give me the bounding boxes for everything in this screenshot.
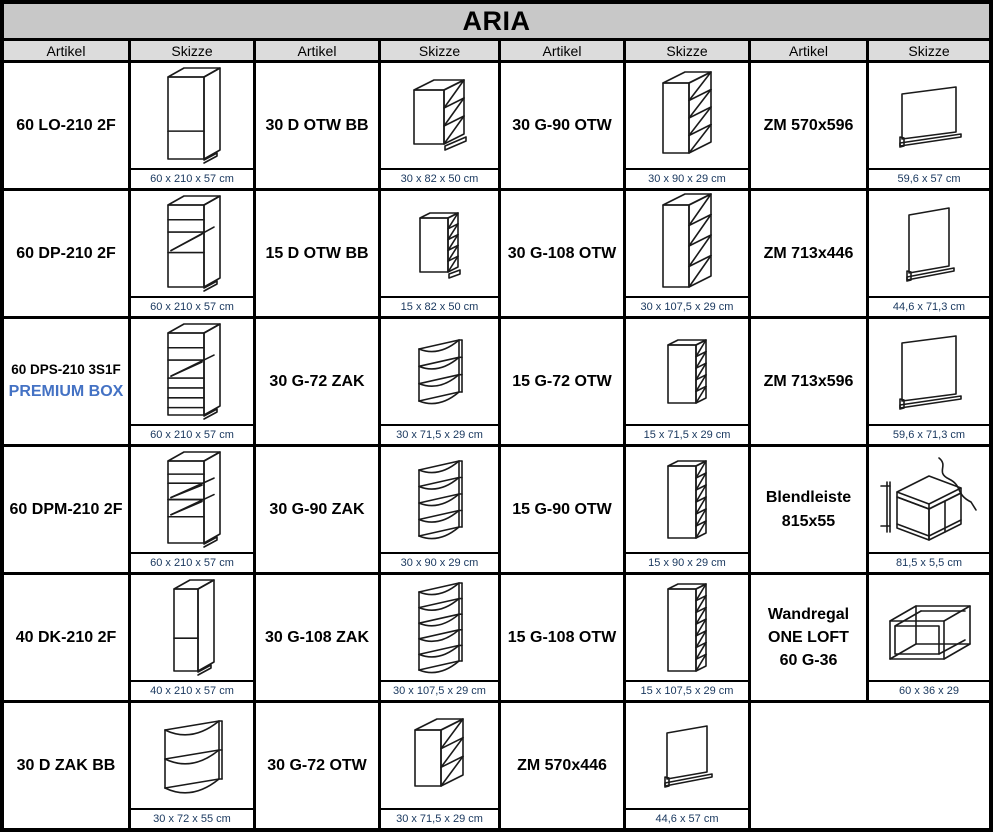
otw-wall-30-72-sketch — [381, 703, 498, 808]
dims-label: 60 x 210 x 57 cm — [131, 552, 253, 572]
artikel-text: 30 G-90 OTW — [512, 116, 612, 134]
skizze-cell — [869, 191, 989, 316]
artikel-text: 60 DPS-210 3S1F — [11, 362, 121, 378]
artikel-text: ZM 570x596 — [763, 116, 854, 134]
artikel-cell — [4, 703, 128, 828]
artikel-cell — [501, 191, 623, 316]
column-header-skizze-7: Skizze — [869, 41, 989, 60]
column-header-artikel-0: Artikel — [4, 41, 128, 60]
dims-label: 60 x 210 x 57 cm — [131, 424, 253, 444]
zak-base-sketch — [131, 703, 253, 808]
skizze-cell — [381, 319, 498, 444]
dims-label: 40 x 210 x 57 cm — [131, 680, 253, 700]
otw-wall-30-90-sketch — [626, 63, 748, 168]
loft-shelf-sketch — [869, 575, 989, 680]
skizze-cell — [869, 63, 989, 188]
dims-label: 30 x 72 x 55 cm — [131, 808, 253, 828]
artikel-text: 15 G-108 OTW — [507, 628, 617, 646]
skizze-cell — [131, 575, 253, 700]
column-header-artikel-6: Artikel — [751, 41, 866, 60]
artikel-cell — [501, 447, 623, 572]
skizze-cell — [131, 319, 253, 444]
otw-wall-15-108-sketch — [626, 575, 748, 680]
artikel-cell — [751, 319, 866, 444]
skizze-cell — [381, 191, 498, 316]
artikel-text: ONE LOFT — [768, 628, 849, 646]
skizze-cell — [131, 447, 253, 572]
column-header-artikel-4: Artikel — [501, 41, 623, 60]
artikel-cell — [256, 575, 378, 700]
artikel-cell — [4, 191, 128, 316]
artikel-text: 40 DK-210 2F — [15, 628, 117, 646]
artikel-text: 30 G-90 ZAK — [269, 500, 365, 518]
tall-dpm-sketch — [131, 447, 253, 552]
artikel-text: 815x55 — [781, 512, 836, 530]
dims-label: 30 x 107,5 x 29 cm — [626, 296, 748, 316]
artikel-text: 15 G-72 OTW — [512, 372, 612, 390]
artikel-cell — [256, 191, 378, 316]
catalog-title: ARIA — [4, 4, 989, 38]
tall-dp-sketch — [131, 191, 253, 296]
dims-label: 44,6 x 57 cm — [626, 808, 748, 828]
artikel-cell — [501, 575, 623, 700]
skizze-cell — [869, 575, 989, 700]
column-header-skizze-1: Skizze — [131, 41, 253, 60]
artikel-text: ZM 713x596 — [763, 372, 854, 390]
blendleiste-sketch — [869, 447, 989, 552]
dims-label: 15 x 82 x 50 cm — [381, 296, 498, 316]
zak-wall-108-sketch — [381, 575, 498, 680]
dims-label: 15 x 71,5 x 29 cm — [626, 424, 748, 444]
artikel-text: ZM 713x446 — [763, 244, 854, 262]
artikel-text: Wandregal — [767, 605, 850, 623]
dims-label: 30 x 107,5 x 29 cm — [381, 680, 498, 700]
artikel-text: 15 D OTW BB — [265, 244, 369, 262]
artikel-text: 60 LO-210 2F — [16, 116, 116, 134]
artikel-cell — [4, 575, 128, 700]
zm-713x596-sketch — [869, 319, 989, 424]
tall-dps-sketch — [131, 319, 253, 424]
column-header-skizze-3: Skizze — [381, 41, 498, 60]
otw-wall-15-72-sketch — [626, 319, 748, 424]
artikel-text: 60 DP-210 2F — [16, 244, 116, 262]
dims-label: 44,6 x 71,3 cm — [869, 296, 989, 316]
empty-cell — [751, 703, 989, 828]
dims-label: 15 x 107,5 x 29 cm — [626, 680, 748, 700]
dims-label: 15 x 90 x 29 cm — [626, 552, 748, 572]
zm-570x446-sketch — [626, 703, 748, 808]
artikel-cell — [751, 447, 866, 572]
zak-wall-90-sketch — [381, 447, 498, 552]
skizze-cell — [131, 191, 253, 316]
skizze-cell — [131, 63, 253, 188]
tall-dk-sketch — [131, 575, 253, 680]
dims-label: 30 x 90 x 29 cm — [626, 168, 748, 188]
skizze-cell — [869, 319, 989, 444]
otw-base-15-sketch — [381, 191, 498, 296]
artikel-cell — [501, 319, 623, 444]
skizze-cell — [626, 319, 748, 444]
dims-label: 30 x 71,5 x 29 cm — [381, 424, 498, 444]
otw-base-30-sketch — [381, 63, 498, 168]
skizze-cell — [626, 575, 748, 700]
artikel-cell — [256, 447, 378, 572]
artikel-cell — [501, 63, 623, 188]
artikel-text: 30 G-108 OTW — [507, 244, 617, 262]
artikel-text: 30 G-72 OTW — [267, 756, 367, 774]
zak-wall-72-sketch — [381, 319, 498, 424]
dims-label: 81,5 x 5,5 cm — [869, 552, 989, 572]
column-header-skizze-5: Skizze — [626, 41, 748, 60]
artikel-cell — [256, 63, 378, 188]
otw-wall-15-90-sketch — [626, 447, 748, 552]
dims-label: 30 x 82 x 50 cm — [381, 168, 498, 188]
skizze-cell — [626, 703, 748, 828]
artikel-text: 30 D OTW BB — [265, 116, 369, 134]
artikel-cell — [751, 575, 866, 700]
skizze-cell — [626, 447, 748, 572]
dims-label: 30 x 71,5 x 29 cm — [381, 808, 498, 828]
zm-713x446-sketch — [869, 191, 989, 296]
artikel-text: ZM 570x446 — [517, 756, 607, 774]
tall-lo-sketch — [131, 63, 253, 168]
dims-label: 60 x 210 x 57 cm — [131, 168, 253, 188]
artikel-cell — [751, 191, 866, 316]
artikel-cell — [256, 319, 378, 444]
dims-label: 59,6 x 57 cm — [869, 168, 989, 188]
skizze-cell — [381, 63, 498, 188]
artikel-cell — [751, 63, 866, 188]
dims-label: 60 x 36 x 29 — [869, 680, 989, 700]
column-header-artikel-2: Artikel — [256, 41, 378, 60]
artikel-text: 60 DPM-210 2F — [9, 500, 123, 518]
otw-wall-30-108-sketch — [626, 191, 748, 296]
artikel-text: 30 G-72 ZAK — [269, 372, 365, 390]
artikel-cell — [256, 703, 378, 828]
skizze-cell — [131, 703, 253, 828]
artikel-text: 60 G-36 — [779, 652, 838, 670]
zm-570x596-sketch — [869, 63, 989, 168]
dims-label: 30 x 90 x 29 cm — [381, 552, 498, 572]
artikel-text: 30 G-108 ZAK — [264, 628, 370, 646]
artikel-text: 30 D ZAK BB — [16, 756, 116, 774]
artikel-cell — [4, 63, 128, 188]
dims-label: 60 x 210 x 57 cm — [131, 296, 253, 316]
skizze-cell — [381, 575, 498, 700]
artikel-cell — [4, 447, 128, 572]
skizze-cell — [381, 447, 498, 572]
artikel-cell — [501, 703, 623, 828]
skizze-cell — [381, 703, 498, 828]
skizze-cell — [869, 447, 989, 572]
skizze-cell — [626, 191, 748, 316]
artikel-text: Blendleiste — [765, 489, 852, 507]
skizze-cell — [626, 63, 748, 188]
artikel-cell — [4, 319, 128, 444]
artikel-text: 15 G-90 OTW — [512, 500, 612, 518]
premium-label: PREMIUM BOX — [8, 382, 124, 400]
dims-label: 59,6 x 71,3 cm — [869, 424, 989, 444]
